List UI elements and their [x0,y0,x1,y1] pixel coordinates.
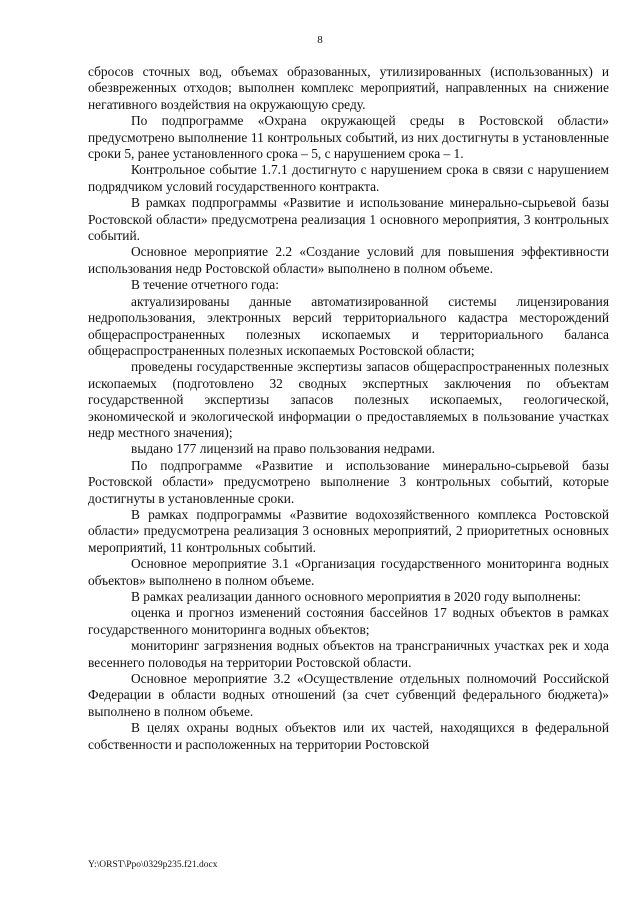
paragraph-basin-assessment: оценка и прогноз изменений состояния бассейнов 17 водных объектов в рамках государственного мониторинга водных объектов; [88,605,609,637]
paragraph-licensing-system: актуализированы данные автоматизированной системы лицензирования недропользования, электронных версий территориального кадастра месторождений общераспространенных полезных ископаемых и территориального баланса общераспространенных полезных ископаемых Ростовской области; [88,293,609,358]
paragraph-main-measure-3-2: Основное мероприятие 3.2 «Осуществление отдельных полномочий Российской Федерации в области водных отношений (за счет субвенций федерального бюджета)» выполнено в полном объеме. [88,671,609,719]
paragraph-mineral-control-events: По подпрограмме «Развитие и использование минерально-сырьевой базы Ростовской области» предусмотрено выполнение 3 контрольных событий, которые достигнуты в установленные сроки. [88,457,609,506]
document-body [88,64,609,753]
paragraph-main-measure-2-2: Основное мероприятие 2.2 «Создание условий для повышения эффективности использования недр Ростовской области» выполнено в полном объеме. [88,244,609,276]
paragraph-water-subprogram: В рамках подпрограммы «Развитие водохозяйственного комплекса Ростовской области» предусмотрена реализация 3 основных мероприятий, 2 приоритетных основных мероприятий, 11 контрольных событий. [88,506,609,555]
paragraph-water-protection: В целях охраны водных объектов или их частей, находящихся в федеральной собственности и расположенных на территории Ростовской [88,720,609,752]
paragraph-reporting-year: В течение отчетного года: [131,277,279,293]
paragraph-implementation-2020: В рамках реализации данного основного мероприятия в 2020 году выполнены: [131,589,581,604]
paragraph-subprogram-environment: По подпрограмме «Охрана окружающей среды в Ростовской области» предусмотрено выполнение 11 контрольных событий, из них достигнуты в установленные сроки 5, ранее установленного срока – 5, с нарушением срока – 1. [88,113,609,162]
paragraph-licenses-issued: выдано 177 лицензий на право пользования недрами. [131,441,436,457]
paragraph-mineral-subprogram: В рамках подпрограммы «Развитие и использование минерально-сырьевой базы Ростовской области» предусмотрена реализация 1 основного мероприятия, 3 контрольных событий. [88,195,609,244]
paragraph-pollution-monitoring: мониторинг загрязнения водных объектов на трансграничных участках рек и хода весеннего половодья на территории Ростовской области. [88,638,609,670]
footer-file-path: Y:\ORST\Ppo\0329p235.f21.docx [88,860,218,870]
paragraph-continuation: сбросов сточных вод, объемах образованных, утилизированных (использованных) и обезвреженных отходов; выполнен комплекс мероприятий, направленных на снижение негативного воздействия на окружающую среду. [88,64,609,112]
page-number: 8 [317,34,323,46]
paragraph-state-expertise: проведены государственные экспертизы запасов общераспространенных полезных ископаемых (подготовлено 32 сводных экспертных заключения по объектам государственной экспертизы запасов полезных ископаемых, геологической, экономической и экологической информации о предоставляемых в пользование участках недр местного значения); [88,359,609,440]
paragraph-control-event: Контрольное событие 1.7.1 достигнуто с нарушением срока в связи с нарушением подрядчиком условий государственного контракта. [88,162,609,194]
paragraph-main-measure-3-1: Основное мероприятие 3.1 «Организация государственного мониторинга водных объектов» выполнено в полном объеме. [88,556,609,588]
